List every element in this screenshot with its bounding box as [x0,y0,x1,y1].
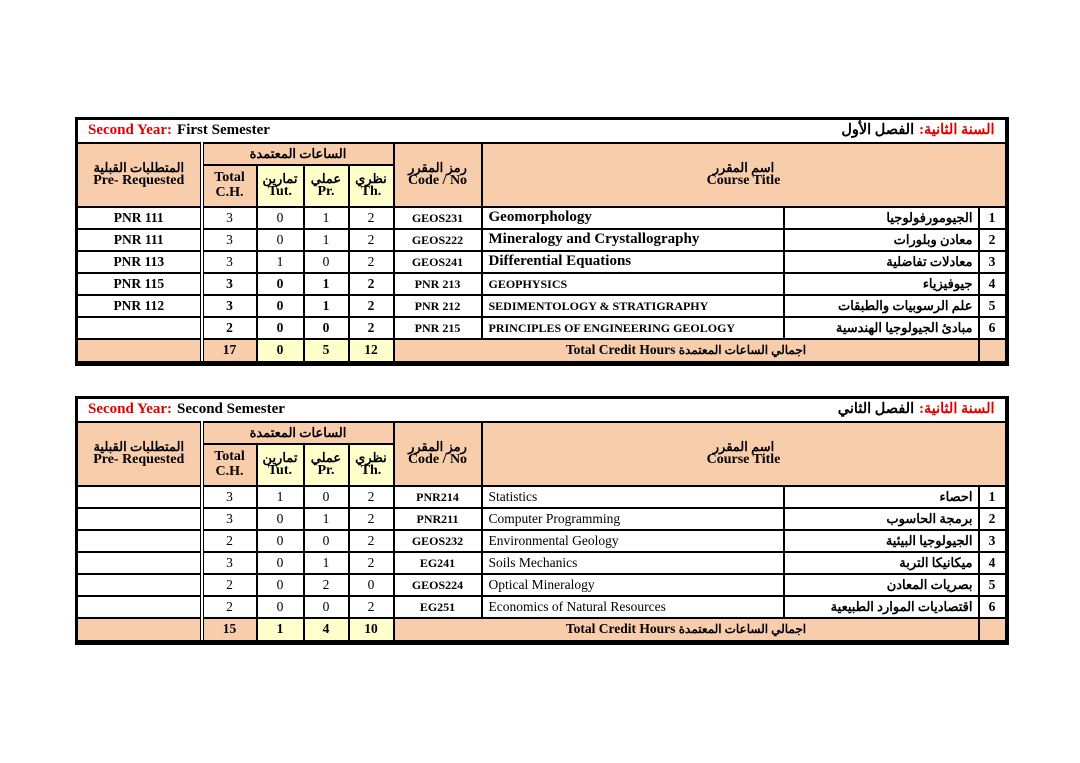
theory-header: نظري Th. [349,444,394,486]
practical-hours-cell: 0 [304,251,349,273]
course-title-arabic-cell: ميكانيكا التربة [784,552,979,574]
tutorial-hours-cell: 0 [257,295,304,317]
course-code-cell: PNR211 [394,508,482,530]
course-title-arabic-cell: بصريات المعادن [784,574,979,596]
row-number-cell: 5 [979,295,1007,317]
total-credit-hours-cell: 2 [202,574,257,596]
course-row [77,273,1007,295]
course-title-header: اسم المقرر Course Title [482,422,1007,486]
course-title-arabic-cell: الجيولوجيا البيئية [784,530,979,552]
totals-tutorial-cell: 1 [257,618,304,643]
totals-total-cell: 17 [202,339,257,364]
pre-requested-cell [77,574,202,596]
total-credit-hours-cell: 2 [202,530,257,552]
tutorial-hours-cell: 0 [257,574,304,596]
totals-row-number-cell [979,618,1007,643]
pre-requested-cell [77,552,202,574]
row-number-cell: 1 [979,207,1007,229]
table-title-row [77,119,1007,144]
practical-header: عملي Pr. [304,165,349,207]
theory-hours-cell: 2 [349,530,394,552]
pre-requested-cell [77,486,202,508]
total-credit-hours-cell: 3 [202,552,257,574]
row-number-cell: 1 [979,486,1007,508]
theory-hours-cell: 2 [349,251,394,273]
course-rows [77,486,1007,618]
row-number-cell: 2 [979,229,1007,251]
course-title-english-cell: Soils Mechanics [482,552,784,574]
tutorial-header: تمارين Tut. [257,165,304,207]
course-title-header: اسم المقرر Course Title [482,143,1007,207]
theory-hours-cell: 2 [349,207,394,229]
course-code-cell: GEOS232 [394,530,482,552]
semester-label-arabic: الفصل الأول [841,122,915,139]
course-code-cell: GEOS224 [394,574,482,596]
practical-hours-cell: 0 [304,596,349,618]
totals-practical-cell: 4 [304,618,349,643]
tutorial-hours-cell: 0 [257,530,304,552]
theory-hours-cell: 2 [349,486,394,508]
total-credit-hours-cell: 3 [202,486,257,508]
semester-title-arabic [838,402,995,417]
credit-hours-header: الساعات المعتمدة [202,143,394,165]
pre-requested-cell: PNR 112 [77,295,202,317]
practical-hours-cell: 1 [304,273,349,295]
practical-hours-cell: 1 [304,207,349,229]
course-title-arabic-cell: اقتصاديات الموارد الطبيعية [784,596,979,618]
course-code-cell: GEOS241 [394,251,482,273]
semester-title-arabic [841,123,994,138]
course-row [77,596,1007,618]
course-title-english-cell: Statistics [482,486,784,508]
header-row-top [77,143,1007,165]
table-title-row [77,398,1007,423]
theory-header: نظري Th. [349,165,394,207]
theory-hours-cell: 2 [349,596,394,618]
row-number-cell: 2 [979,508,1007,530]
tutorial-hours-cell: 0 [257,229,304,251]
row-number-cell: 5 [979,574,1007,596]
tutorial-hours-cell: 0 [257,207,304,229]
pre-requested-cell [77,596,202,618]
first-semester-table [75,117,1009,366]
practical-hours-cell: 0 [304,530,349,552]
course-title-english-cell: Computer Programming [482,508,784,530]
course-title-english-cell: GEOPHYSICS [482,273,784,295]
semester-label-arabic: الفصل الثاني [837,401,915,418]
year-label: Second Year: [88,122,173,139]
theory-hours-cell: 2 [349,552,394,574]
course-title-arabic-cell: معادلات تفاضلية [784,251,979,273]
semester-title-english [88,123,270,139]
course-row [77,552,1007,574]
total-credit-hours-cell: 2 [202,596,257,618]
course-title-arabic-cell: برمجة الحاسوب [784,508,979,530]
totals-total-cell: 15 [202,618,257,643]
course-row [77,530,1007,552]
tutorial-hours-cell: 1 [257,486,304,508]
pre-requested-cell [77,530,202,552]
course-title-english-cell: PRINCIPLES OF ENGINEERING GEOLOGY [482,317,784,339]
course-title-english-cell: Mineralogy and Crystallography [482,229,784,251]
totals-pre-requested-cell [77,618,202,643]
practical-hours-cell: 1 [304,508,349,530]
course-title-arabic-cell: احصاء [784,486,979,508]
tutorial-hours-cell: 0 [257,552,304,574]
course-row [77,229,1007,251]
course-title-arabic-cell: معادن وبلورات [784,229,979,251]
course-title-english-cell: Economics of Natural Resources [482,596,784,618]
course-row [77,295,1007,317]
practical-hours-cell: 0 [304,486,349,508]
total-ch-header: Total C.H. [202,444,257,486]
course-row [77,508,1007,530]
totals-tutorial-cell: 0 [257,339,304,364]
theory-hours-cell: 2 [349,295,394,317]
totals-theory-cell: 12 [349,339,394,364]
practical-hours-cell: 0 [304,317,349,339]
row-number-cell: 6 [979,317,1007,339]
theory-hours-cell: 2 [349,508,394,530]
theory-hours-cell: 2 [349,317,394,339]
totals-row-number-cell [979,339,1007,364]
course-code-cell: PNR 215 [394,317,482,339]
tutorial-hours-cell: 0 [257,596,304,618]
pre-requested-cell: PNR 111 [77,207,202,229]
row-number-cell: 4 [979,552,1007,574]
course-title-arabic-cell: مبادئ الجيولوجيا الهندسية [784,317,979,339]
course-title-english-cell: SEDIMENTOLOGY & STRATIGRAPHY [482,295,784,317]
course-title-arabic-cell: الجيومورفولوجيا [784,207,979,229]
row-number-cell: 4 [979,273,1007,295]
practical-hours-cell: 1 [304,295,349,317]
tutorial-header: تمارين Tut. [257,444,304,486]
table-title-cell [77,119,1007,144]
total-credit-hours-cell: 3 [202,229,257,251]
tutorial-hours-cell: 0 [257,317,304,339]
course-code-header: رمز المقرر Code / No [394,143,482,207]
course-title-arabic-cell: علم الرسوبيات والطبقات [784,295,979,317]
course-title-arabic-cell: جيوفيزياء [784,273,979,295]
second-semester-table [75,396,1009,645]
credit-hours-header: الساعات المعتمدة [202,422,394,444]
course-code-cell: PNR 212 [394,295,482,317]
year-label-arabic: السنة الثانية: [919,122,995,139]
course-row [77,317,1007,339]
course-row [77,207,1007,229]
totals-row [77,339,1007,364]
pre-requested-cell: PNR 113 [77,251,202,273]
practical-hours-cell: 2 [304,574,349,596]
header-row-top [77,422,1007,444]
course-code-cell: EG251 [394,596,482,618]
total-credit-hours-cell: 2 [202,317,257,339]
semester-title-english [88,402,285,418]
semester-label: First Semester [177,122,270,139]
year-label: Second Year: [88,401,173,418]
semester-label: Second Semester [177,401,285,418]
pre-requested-cell [77,317,202,339]
pre-requested-header: المتطلبات القبلية Pre- Requested [77,422,202,486]
totals-row [77,618,1007,643]
total-credit-hours-cell: 3 [202,295,257,317]
practical-header: عملي Pr. [304,444,349,486]
table-title-cell [77,398,1007,423]
row-number-cell: 3 [979,530,1007,552]
course-code-cell: EG241 [394,552,482,574]
course-title-english-cell: Differential Equations [482,251,784,273]
theory-hours-cell: 0 [349,574,394,596]
pre-requested-cell: PNR 111 [77,229,202,251]
tutorial-hours-cell: 0 [257,273,304,295]
course-title-english-cell: Optical Mineralogy [482,574,784,596]
total-credit-hours-cell: 3 [202,273,257,295]
tutorial-hours-cell: 1 [257,251,304,273]
course-code-cell: PNR 213 [394,273,482,295]
course-title-english-cell: Geomorphology [482,207,784,229]
totals-pre-requested-cell [77,339,202,364]
course-title-english-cell: Environmental Geology [482,530,784,552]
tutorial-hours-cell: 0 [257,508,304,530]
practical-hours-cell: 1 [304,229,349,251]
pre-requested-cell: PNR 115 [77,273,202,295]
totals-label-cell: Total Credit Hours اجمالي الساعات المعتمدة [394,339,979,364]
totals-practical-cell: 5 [304,339,349,364]
theory-hours-cell: 2 [349,273,394,295]
total-credit-hours-cell: 3 [202,207,257,229]
row-number-cell: 6 [979,596,1007,618]
course-code-cell: GEOS222 [394,229,482,251]
course-row [77,574,1007,596]
course-rows [77,207,1007,339]
totals-theory-cell: 10 [349,618,394,643]
total-credit-hours-cell: 3 [202,251,257,273]
total-credit-hours-cell: 3 [202,508,257,530]
course-code-cell: GEOS231 [394,207,482,229]
course-row [77,251,1007,273]
pre-requested-cell [77,508,202,530]
theory-hours-cell: 2 [349,229,394,251]
pre-requested-header: المتطلبات القبلية Pre- Requested [77,143,202,207]
course-code-cell: PNR214 [394,486,482,508]
row-number-cell: 3 [979,251,1007,273]
practical-hours-cell: 1 [304,552,349,574]
course-row [77,486,1007,508]
course-code-header: رمز المقرر Code / No [394,422,482,486]
year-label-arabic: السنة الثانية: [919,401,995,418]
totals-label-cell: Total Credit Hours اجمالي الساعات المعتمدة [394,618,979,643]
total-ch-header: Total C.H. [202,165,257,207]
